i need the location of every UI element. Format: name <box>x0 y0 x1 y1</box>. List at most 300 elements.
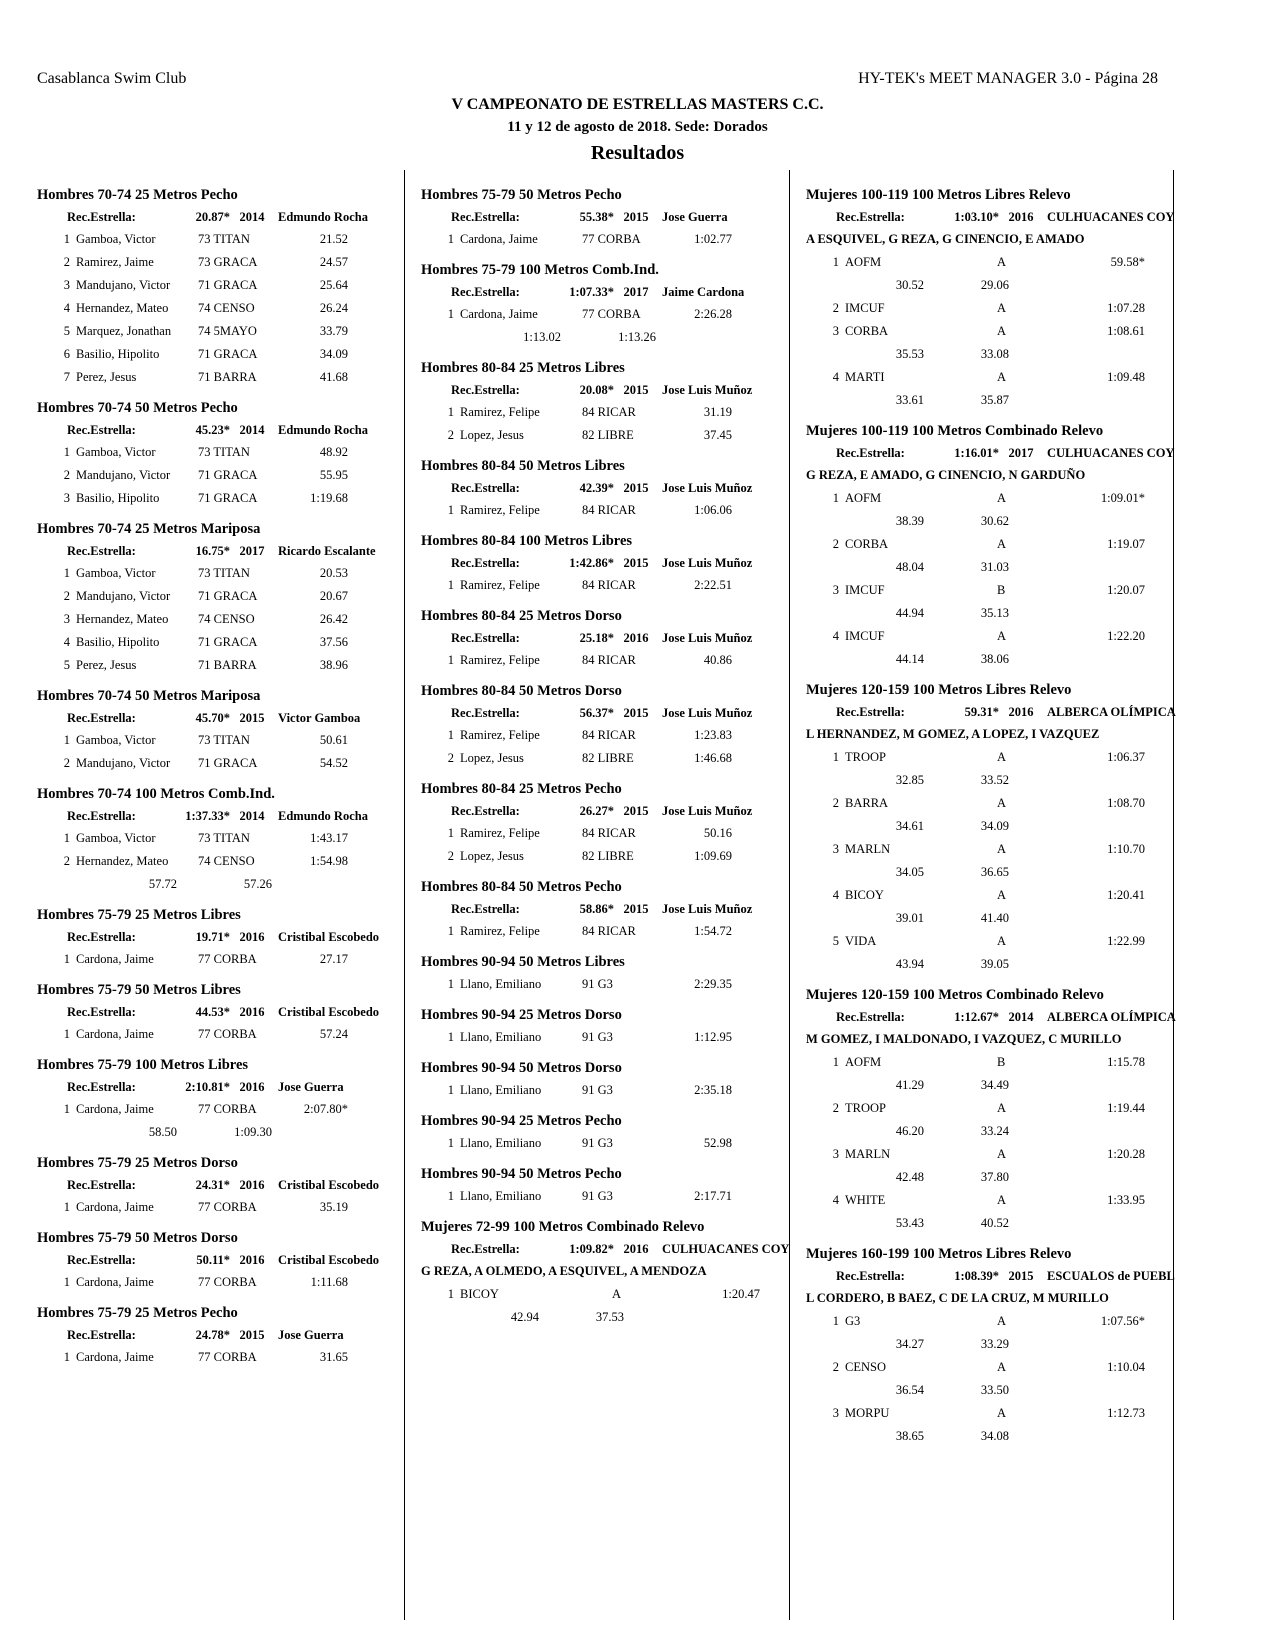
relay-letter: A <box>612 1287 622 1301</box>
record-year: 2014 <box>1008 1010 1034 1024</box>
final-time: 31.19 <box>703 405 732 419</box>
final-time: 54.52 <box>319 756 348 770</box>
split-times <box>37 873 419 896</box>
record-line <box>421 702 803 724</box>
result-row <box>37 1196 419 1219</box>
relay-record-swimmers: L CORDERO, B BAEZ, C DE LA CRUZ, M MURILLO <box>806 1291 1109 1305</box>
split-time: 46.20 <box>895 1124 924 1138</box>
final-time: 1:09.69 <box>694 849 732 863</box>
record-line <box>421 898 803 920</box>
final-time: 2:22.51 <box>694 578 732 592</box>
age-team: 74 CENSO <box>198 854 255 868</box>
swimmer-name: Llano, Emiliano <box>460 977 542 991</box>
record-year: 2016 <box>239 1080 265 1094</box>
split-time: 35.87 <box>980 393 1009 407</box>
split-times <box>806 769 1188 792</box>
split-time: 42.94 <box>510 1310 539 1324</box>
record-holder: CULHUACANES COY <box>662 1242 790 1256</box>
final-time: 38.96 <box>319 658 348 672</box>
age-team: 84 RICAR <box>582 924 636 938</box>
event-block <box>37 980 419 1046</box>
swimmer-name: Ramirez, Felipe <box>460 653 540 667</box>
event-block <box>806 680 1188 976</box>
record-year: 2016 <box>239 1178 265 1192</box>
record-label: Rec.Estrella: <box>451 285 520 299</box>
record-holder: Jose Luis Muñoz <box>662 804 753 818</box>
swimmer-name: Marquez, Jonathan <box>76 324 172 338</box>
results-heading: Resultados <box>590 142 685 164</box>
place: 2 <box>447 428 454 442</box>
swimmer-name: Ramirez, Felipe <box>460 728 540 742</box>
relay-record-swimmers: G REZA, E AMADO, G CINENCIO, N GARDUÑO <box>806 468 1086 482</box>
event-block <box>37 905 419 971</box>
swimmer-name: Ramirez, Felipe <box>460 503 540 517</box>
record-label: Rec.Estrella: <box>67 1005 136 1019</box>
event-title: Hombres 75-79 50 Metros Dorso <box>37 1230 238 1246</box>
record-line <box>37 1249 419 1271</box>
result-row <box>421 574 803 597</box>
place: 3 <box>832 842 839 856</box>
relay-result-row <box>806 746 1188 769</box>
place: 1 <box>832 1314 839 1328</box>
relay-result-row <box>806 792 1188 815</box>
relay-result-row <box>806 579 1188 602</box>
event-block <box>421 456 803 522</box>
record-line <box>37 540 419 562</box>
age-team: 77 CORBA <box>198 1350 257 1364</box>
record-holder: ALBERCA OLÍMPICA <box>1047 705 1176 719</box>
record-label: Rec.Estrella: <box>836 1010 905 1024</box>
relay-result-row <box>806 533 1188 556</box>
place: 1 <box>447 232 454 246</box>
final-time: 1:07.56* <box>1100 1314 1145 1328</box>
place: 4 <box>832 629 839 643</box>
age-team: 84 RICAR <box>582 405 636 419</box>
place: 7 <box>63 370 70 384</box>
final-time: 1:43.17 <box>310 831 348 845</box>
record-line <box>806 701 1188 723</box>
swimmer-name: Hernandez, Mateo <box>76 612 169 626</box>
swimmer-name: Cardona, Jaime <box>76 1350 154 1364</box>
result-row <box>421 747 803 770</box>
result-row <box>37 251 419 274</box>
result-row <box>421 845 803 868</box>
swimmer-name: Cardona, Jaime <box>76 1102 154 1116</box>
relay-letter: A <box>997 842 1007 856</box>
event-block <box>421 1058 803 1102</box>
final-time: 48.92 <box>319 445 348 459</box>
record-year: 2015 <box>623 210 649 224</box>
split-time: 34.61 <box>895 819 924 833</box>
event-title: Hombres 90-94 25 Metros Pecho <box>421 1113 622 1129</box>
place: 5 <box>63 658 70 672</box>
final-time: 1:20.47 <box>722 1287 760 1301</box>
place: 1 <box>447 1136 454 1150</box>
swimmer-name: Llano, Emiliano <box>460 1136 542 1150</box>
place: 2 <box>832 796 839 810</box>
event-block <box>421 952 803 996</box>
age-team: 91 G3 <box>582 1083 613 1097</box>
swimmer-name: Basilio, Hipolito <box>76 347 160 361</box>
event-title: Hombres 75-79 25 Metros Dorso <box>37 1155 238 1171</box>
swimmer-name: Gamboa, Victor <box>76 232 156 246</box>
place: 1 <box>447 826 454 840</box>
result-row <box>37 320 419 343</box>
event-title: Mujeres 72-99 100 Metros Combinado Relevo <box>421 1219 705 1235</box>
record-holder: Jose Luis Muñoz <box>662 556 753 570</box>
record-year: 2017 <box>1008 446 1034 460</box>
final-time: 1:08.70 <box>1107 796 1145 810</box>
place: 1 <box>63 566 70 580</box>
final-time: 1:20.28 <box>1107 1147 1145 1161</box>
event-title: Hombres 75-79 50 Metros Pecho <box>421 187 622 203</box>
swimmer-name: Hernandez, Mateo <box>76 854 169 868</box>
swimmer-name: Cardona, Jaime <box>76 1027 154 1041</box>
relay-result-row <box>806 884 1188 907</box>
final-time: 1:07.28 <box>1107 301 1145 315</box>
relay-record-swimmers: G REZA, A OLMEDO, A ESQUIVEL, A MENDOZA <box>421 1264 707 1278</box>
record-label: Rec.Estrella: <box>451 706 520 720</box>
result-row <box>37 297 419 320</box>
relay-team: MARLN <box>845 842 891 856</box>
relay-result-row <box>806 320 1188 343</box>
split-times <box>806 1425 1188 1448</box>
record-label: Rec.Estrella: <box>67 1178 136 1192</box>
event-title: Hombres 70-74 100 Metros Comb.Ind. <box>37 786 275 802</box>
record-label: Rec.Estrella: <box>67 544 136 558</box>
relay-record-swimmers: L HERNANDEZ, M GOMEZ, A LOPEZ, I VAZQUEZ <box>806 727 1100 741</box>
record-year: 2016 <box>1008 705 1034 719</box>
record-holder: Victor Gamboa <box>278 711 361 725</box>
final-time: 37.56 <box>319 635 348 649</box>
swimmer-name: Llano, Emiliano <box>460 1083 542 1097</box>
place: 1 <box>832 491 839 505</box>
final-time: 1:20.41 <box>1107 888 1145 902</box>
event-block <box>421 1164 803 1208</box>
relay-record-swimmers: M GOMEZ, I MALDONADO, I VAZQUEZ, C MURILLO <box>806 1032 1122 1046</box>
final-time: 1:12.73 <box>1107 1406 1145 1420</box>
event-block <box>806 185 1188 412</box>
place: 4 <box>832 888 839 902</box>
relay-team: CORBA <box>845 324 889 338</box>
split-time: 33.61 <box>895 393 924 407</box>
place: 1 <box>447 924 454 938</box>
swimmer-name: Mandujano, Victor <box>76 278 171 292</box>
event-title: Hombres 90-94 25 Metros Dorso <box>421 1007 622 1023</box>
split-time: 31.03 <box>980 560 1009 574</box>
result-row <box>421 822 803 845</box>
split-times <box>806 1074 1188 1097</box>
relay-letter: A <box>997 888 1007 902</box>
result-row <box>37 585 419 608</box>
split-times <box>806 861 1188 884</box>
record-year: 2015 <box>623 383 649 397</box>
relay-team: IMCUF <box>845 629 885 643</box>
place: 1 <box>447 977 454 991</box>
split-time: 30.62 <box>980 514 1009 528</box>
place: 3 <box>63 278 70 292</box>
place: 1 <box>63 831 70 845</box>
relay-team: TROOP <box>845 1101 886 1115</box>
meet-date-venue: 11 y 12 de agosto de 2018. Sede: Dorados <box>507 119 768 135</box>
age-team: 77 CORBA <box>198 1027 257 1041</box>
swimmer-name: Cardona, Jaime <box>460 307 538 321</box>
relay-result-row <box>806 1402 1188 1425</box>
event-block <box>37 1055 419 1144</box>
final-time: 1:06.37 <box>1107 750 1145 764</box>
split-time: 38.65 <box>895 1429 924 1443</box>
record-line <box>421 800 803 822</box>
split-time: 36.54 <box>895 1383 924 1397</box>
results-column-1 <box>37 185 419 1378</box>
relay-team: VIDA <box>845 934 877 948</box>
event-block <box>37 1228 419 1294</box>
record-time: 1:37.33* <box>185 809 230 823</box>
record-label: Rec.Estrella: <box>836 210 905 224</box>
swimmer-name: Lopez, Jesus <box>460 849 524 863</box>
record-year: 2016 <box>239 930 265 944</box>
swimmer-name: Perez, Jesus <box>76 658 137 672</box>
result-row <box>37 1023 419 1046</box>
event-block <box>37 1153 419 1219</box>
place: 2 <box>447 751 454 765</box>
record-holder: Cristibal Escobedo <box>278 930 380 944</box>
place: 4 <box>832 370 839 384</box>
place: 3 <box>832 1147 839 1161</box>
result-row <box>37 948 419 971</box>
event-title: Hombres 80-84 50 Metros Libres <box>421 458 625 474</box>
relay-team: CENSO <box>845 1360 886 1374</box>
split-times <box>806 1333 1188 1356</box>
split-times <box>806 343 1188 366</box>
record-time: 42.39* <box>579 481 614 495</box>
event-title: Hombres 80-84 50 Metros Dorso <box>421 683 622 699</box>
event-title: Hombres 90-94 50 Metros Libres <box>421 954 625 970</box>
record-line <box>421 1238 803 1260</box>
relay-team: AOFM <box>845 255 882 269</box>
age-team: 77 CORBA <box>198 1200 257 1214</box>
place: 3 <box>832 324 839 338</box>
split-time: 53.43 <box>895 1216 924 1230</box>
split-times <box>806 1120 1188 1143</box>
record-time: 20.08* <box>579 383 614 397</box>
age-team: 73 TITAN <box>198 232 250 246</box>
event-block <box>421 779 803 868</box>
final-time: 1:23.83 <box>694 728 732 742</box>
swimmer-name: Ramirez, Felipe <box>460 924 540 938</box>
record-time: 56.37* <box>579 706 614 720</box>
age-team: 82 LIBRE <box>582 751 634 765</box>
split-time: 39.05 <box>980 957 1009 971</box>
record-label: Rec.Estrella: <box>67 809 136 823</box>
result-row <box>37 343 419 366</box>
split-times <box>806 602 1188 625</box>
final-time: 1:06.06 <box>694 503 732 517</box>
final-time: 2:17.71 <box>694 1189 732 1203</box>
club-name: Casablanca Swim Club <box>37 70 187 87</box>
record-holder: Jose Guerra <box>278 1080 344 1094</box>
final-time: 57.24 <box>319 1027 348 1041</box>
record-time: 1:12.67* <box>954 1010 999 1024</box>
place: 4 <box>63 635 70 649</box>
record-label: Rec.Estrella: <box>67 1253 136 1267</box>
age-team: 91 G3 <box>582 1030 613 1044</box>
record-line <box>37 206 419 228</box>
split-time: 40.52 <box>980 1216 1009 1230</box>
final-time: 2:07.80* <box>303 1102 348 1116</box>
age-team: 71 GRACA <box>198 278 258 292</box>
relay-letter: A <box>997 255 1007 269</box>
place: 1 <box>447 1287 454 1301</box>
meet-title: V CAMPEONATO DE ESTRELLAS MASTERS C.C. <box>451 96 824 113</box>
result-row <box>37 654 419 677</box>
split-time: 34.08 <box>980 1429 1009 1443</box>
event-block <box>37 185 419 389</box>
event-block <box>421 185 803 251</box>
event-block <box>421 260 803 349</box>
result-row <box>37 1346 419 1369</box>
event-title: Hombres 70-74 25 Metros Pecho <box>37 187 238 203</box>
place: 2 <box>63 468 70 482</box>
relay-letter: B <box>997 1055 1006 1069</box>
split-times <box>806 389 1188 412</box>
relay-letter: A <box>997 301 1007 315</box>
place: 4 <box>832 1193 839 1207</box>
record-year: 2015 <box>623 481 649 495</box>
record-year: 2015 <box>239 1328 265 1342</box>
split-time: 57.26 <box>243 877 272 891</box>
record-year: 2017 <box>239 544 265 558</box>
split-time: 33.08 <box>980 347 1009 361</box>
record-line <box>37 707 419 729</box>
place: 1 <box>63 1200 70 1214</box>
record-line <box>37 1076 419 1098</box>
event-block <box>806 1244 1188 1448</box>
result-row <box>37 441 419 464</box>
split-time: 34.27 <box>895 1337 924 1351</box>
swimmer-name: Lopez, Jesus <box>460 751 524 765</box>
swimmer-name: Mandujano, Victor <box>76 468 171 482</box>
split-time: 36.65 <box>980 865 1009 879</box>
final-time: 1:19.68 <box>310 491 348 505</box>
place: 3 <box>63 612 70 626</box>
final-time: 33.79 <box>319 324 348 338</box>
relay-letter: B <box>997 583 1006 597</box>
record-holder: ALBERCA OLÍMPICA <box>1047 1010 1176 1024</box>
place: 1 <box>63 1275 70 1289</box>
final-time: 37.45 <box>703 428 732 442</box>
result-row <box>421 920 803 943</box>
split-time: 43.94 <box>895 957 924 971</box>
record-line <box>806 1006 1188 1028</box>
place: 1 <box>447 728 454 742</box>
age-team: 71 GRACA <box>198 635 258 649</box>
split-time: 48.04 <box>895 560 924 574</box>
split-times <box>806 1379 1188 1402</box>
age-team: 71 GRACA <box>198 756 258 770</box>
swimmer-name: Gamboa, Victor <box>76 445 156 459</box>
event-block <box>421 1217 803 1329</box>
event-title: Hombres 70-74 50 Metros Pecho <box>37 400 238 416</box>
split-time: 1:09.30 <box>234 1125 272 1139</box>
record-holder: ESCUALOS de PUEBL <box>1047 1269 1175 1283</box>
result-row <box>421 973 803 996</box>
software-page-label: HY-TEK's MEET MANAGER 3.0 - Página 28 <box>858 70 1158 87</box>
record-holder: Ricardo Escalante <box>278 544 376 558</box>
split-times <box>806 648 1188 671</box>
split-time: 38.06 <box>980 652 1009 666</box>
event-title: Hombres 75-79 50 Metros Libres <box>37 982 241 998</box>
swimmer-name: Gamboa, Victor <box>76 831 156 845</box>
record-year: 2016 <box>239 1005 265 1019</box>
record-holder: Edmundo Rocha <box>278 809 368 823</box>
record-time: 24.78* <box>195 1328 230 1342</box>
result-row <box>37 752 419 775</box>
record-label: Rec.Estrella: <box>67 1080 136 1094</box>
relay-team: CORBA <box>845 537 889 551</box>
age-team: 84 RICAR <box>582 826 636 840</box>
relay-result-row <box>806 1310 1188 1333</box>
age-team: 77 CORBA <box>582 232 641 246</box>
split-time: 44.94 <box>895 606 924 620</box>
split-time: 30.52 <box>895 278 924 292</box>
final-time: 1:33.95 <box>1107 1193 1145 1207</box>
swimmer-name: Cardona, Jaime <box>76 952 154 966</box>
age-team: 71 GRACA <box>198 491 258 505</box>
relay-team: AOFM <box>845 491 882 505</box>
final-time: 26.42 <box>319 612 348 626</box>
event-title: Hombres 70-74 25 Metros Mariposa <box>37 521 261 537</box>
record-time: 55.38* <box>579 210 614 224</box>
final-time: 1:22.20 <box>1107 629 1145 643</box>
relay-team: BICOY <box>460 1287 499 1301</box>
event-title: Hombres 75-79 25 Metros Pecho <box>37 1305 238 1321</box>
results-column-2 <box>421 185 803 1338</box>
split-time: 42.48 <box>895 1170 924 1184</box>
record-holder: Jose Luis Muñoz <box>662 481 753 495</box>
place: 2 <box>832 1101 839 1115</box>
place: 5 <box>832 934 839 948</box>
record-holder: Cristibal Escobedo <box>278 1178 380 1192</box>
place: 1 <box>447 578 454 592</box>
record-year: 2015 <box>1008 1269 1034 1283</box>
swimmer-name: Gamboa, Victor <box>76 566 156 580</box>
place: 1 <box>832 255 839 269</box>
age-team: 73 TITAN <box>198 566 250 580</box>
record-time: 20.87* <box>195 210 230 224</box>
final-time: 27.17 <box>319 952 348 966</box>
split-time: 44.14 <box>895 652 924 666</box>
place: 1 <box>63 733 70 747</box>
split-times <box>806 953 1188 976</box>
relay-result-row <box>806 487 1188 510</box>
age-team: 71 BARRA <box>198 370 257 384</box>
event-block <box>37 519 419 677</box>
split-times <box>806 1166 1188 1189</box>
final-time: 1:54.98 <box>310 854 348 868</box>
relay-team: G3 <box>845 1314 861 1328</box>
event-title: Hombres 70-74 50 Metros Mariposa <box>37 688 261 704</box>
age-team: 71 GRACA <box>198 347 258 361</box>
split-time: 34.49 <box>980 1078 1009 1092</box>
result-row <box>37 1271 419 1294</box>
record-label: Rec.Estrella: <box>836 446 905 460</box>
place: 1 <box>447 1083 454 1097</box>
result-row <box>421 228 803 251</box>
split-time: 34.05 <box>895 865 924 879</box>
event-title: Hombres 75-79 100 Metros Comb.Ind. <box>421 262 659 278</box>
record-time: 45.23* <box>195 423 230 437</box>
